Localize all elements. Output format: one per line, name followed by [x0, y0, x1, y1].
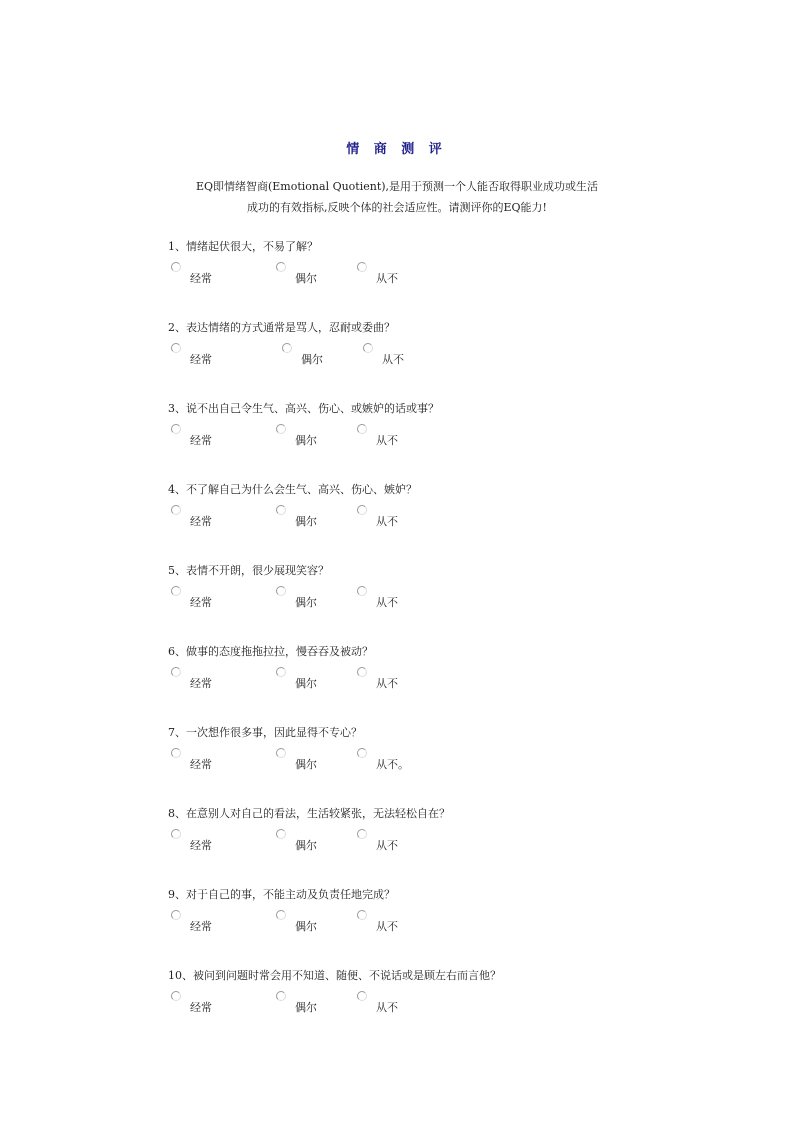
radio-button[interactable]	[357, 829, 367, 839]
option-label: 偶尔	[295, 677, 317, 690]
question-text: 5、表情不开朗，很少展现笑容？	[168, 564, 329, 577]
page-title: 情 商 测 评	[346, 142, 447, 157]
radio-button[interactable]	[276, 667, 286, 677]
option-label: 偶尔	[295, 434, 317, 447]
option-label: 经常	[190, 353, 212, 366]
question-text: 9、对于自己的事，不能主动及负责任地完成？	[168, 888, 395, 901]
question-text: 6、做事的态度拖拖拉拉，慢吞吞及被动？	[168, 645, 373, 658]
radio-button[interactable]	[357, 424, 367, 434]
option-label: 从不	[376, 839, 398, 852]
option-label: 偶尔	[295, 1001, 317, 1014]
option-label: 经常	[190, 272, 212, 285]
radio-button[interactable]	[363, 343, 373, 353]
radio-button[interactable]	[357, 586, 367, 596]
radio-button[interactable]	[276, 829, 286, 839]
radio-button[interactable]	[171, 343, 181, 353]
question-text: 7、一次想作很多事，因此显得不专心？	[168, 726, 362, 739]
option-label: 从不	[376, 920, 398, 933]
radio-button[interactable]	[171, 505, 181, 515]
question-6	[168, 643, 668, 703]
option-label: 偶尔	[295, 272, 317, 285]
option-label: 经常	[190, 515, 212, 528]
option-label: 偶尔	[295, 758, 317, 771]
radio-button[interactable]	[171, 829, 181, 839]
question-3	[168, 400, 668, 460]
radio-button[interactable]	[357, 910, 367, 920]
question-text: 4、不了解自己为什么会生气、高兴、伤心、嫉妒？	[168, 483, 417, 496]
radio-button[interactable]	[171, 748, 181, 758]
intro-line: EQ即情绪智商(Emotional Quotient),是用于预测一个人能否取得职业成功或生活	[195, 180, 599, 193]
question-text: 3、说不出自己令生气、高兴、伤心、或嫉妒的话或事？	[168, 402, 439, 415]
option-label: 经常	[190, 677, 212, 690]
question-10	[168, 967, 668, 1027]
option-label: 偶尔	[295, 839, 317, 852]
option-label: 经常	[190, 839, 212, 852]
intro-text	[170, 176, 624, 218]
question-text: 2、表达情绪的方式通常是骂人，忍耐或委曲？	[168, 321, 395, 334]
question-7	[168, 724, 668, 784]
radio-button[interactable]	[276, 505, 286, 515]
option-label: 偶尔	[295, 515, 317, 528]
radio-button[interactable]	[357, 991, 367, 1001]
radio-button[interactable]	[171, 667, 181, 677]
radio-button[interactable]	[282, 343, 292, 353]
radio-button[interactable]	[171, 586, 181, 596]
option-label: 从不	[376, 596, 398, 609]
option-label: 从不	[382, 353, 404, 366]
radio-button[interactable]	[357, 262, 367, 272]
option-label: 偶尔	[295, 920, 317, 933]
option-label: 从不	[376, 434, 398, 447]
radio-button[interactable]	[171, 910, 181, 920]
question-5	[168, 562, 668, 622]
question-4	[168, 481, 668, 541]
radio-button[interactable]	[276, 991, 286, 1001]
option-label: 偶尔	[301, 353, 323, 366]
radio-button[interactable]	[171, 991, 181, 1001]
option-label: 从不。	[376, 758, 409, 771]
radio-button[interactable]	[171, 262, 181, 272]
option-label: 经常	[190, 920, 212, 933]
option-label: 经常	[190, 596, 212, 609]
question-text: 1、情绪起伏很大，不易了解？	[168, 240, 318, 253]
question-2	[168, 319, 668, 379]
option-label: 从不	[376, 515, 398, 528]
option-label: 从不	[376, 272, 398, 285]
radio-button[interactable]	[171, 424, 181, 434]
option-label: 经常	[190, 758, 212, 771]
radio-button[interactable]	[276, 586, 286, 596]
radio-button[interactable]	[276, 424, 286, 434]
question-9	[168, 886, 668, 946]
option-label: 经常	[190, 434, 212, 447]
radio-button[interactable]	[276, 262, 286, 272]
option-label: 从不	[376, 1001, 398, 1014]
intro-line: 成功的有效指标,反映个体的社会适应性。请测评你的EQ能力!	[247, 201, 547, 214]
option-label: 从不	[376, 677, 398, 690]
radio-button[interactable]	[276, 748, 286, 758]
radio-button[interactable]	[276, 910, 286, 920]
question-text: 8、在意别人对自己的看法，生活较紧张，无法轻松自在？	[168, 807, 450, 820]
option-label: 偶尔	[295, 596, 317, 609]
question-1	[168, 238, 668, 298]
question-8	[168, 805, 668, 865]
radio-button[interactable]	[357, 748, 367, 758]
radio-button[interactable]	[357, 505, 367, 515]
option-label: 经常	[190, 1001, 212, 1014]
question-text: 10、被问到问题时常会用不知道、随便、不说话或是顾左右而言他？	[168, 969, 501, 982]
radio-button[interactable]	[357, 667, 367, 677]
